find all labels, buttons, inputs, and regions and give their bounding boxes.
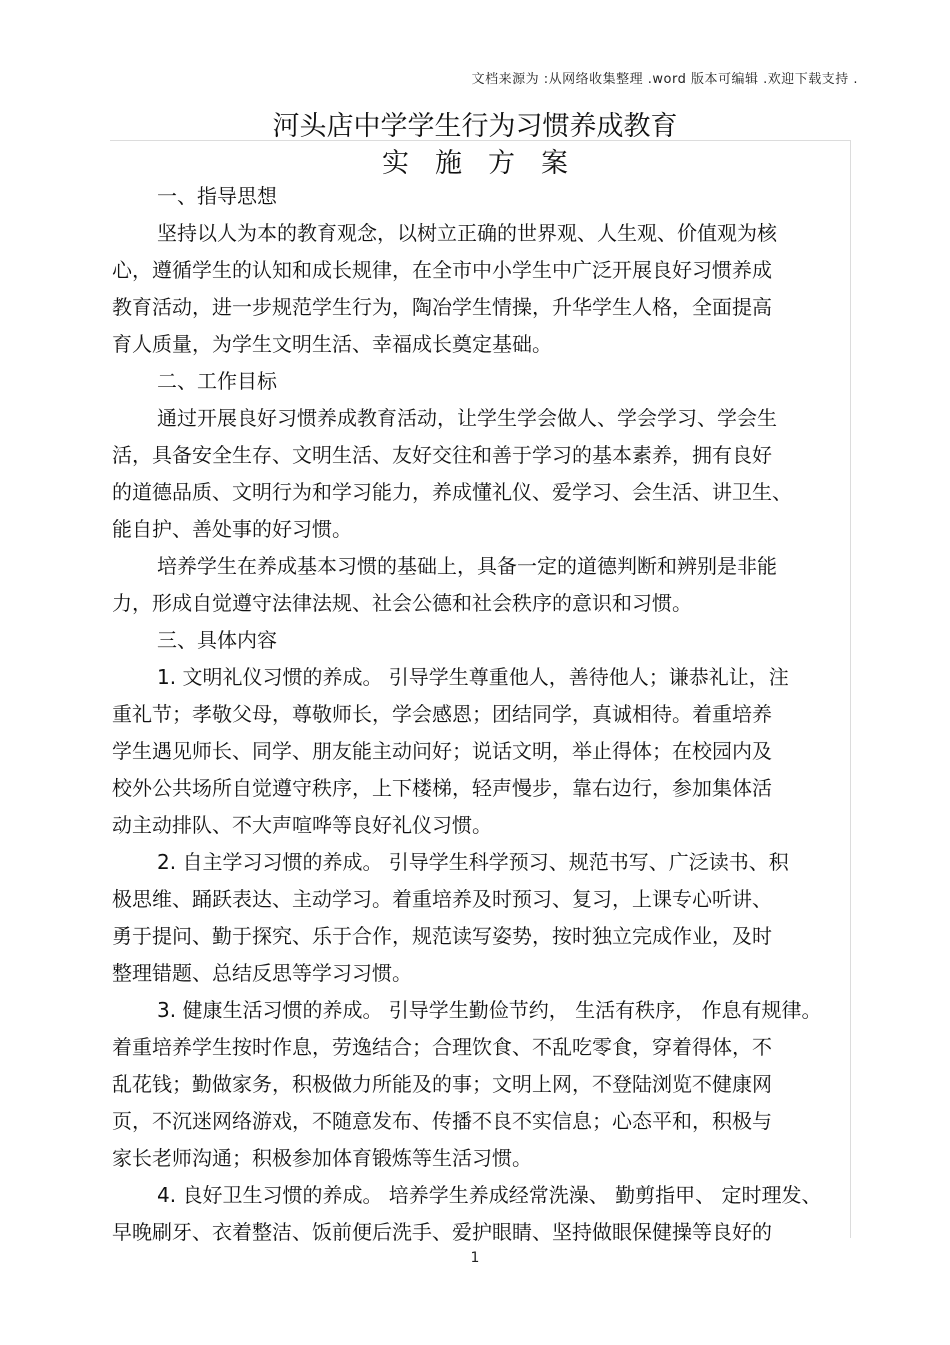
text-line: 活，具备安全生存、文明生活、友好交往和善于学习的基本素养，拥有良好 [112,443,772,467]
text-line: 家长老师沟通；积极参加体育锻炼等生活习惯。 [112,1146,532,1170]
text-line: 学生遇见师长、同学、朋友能主动问好；说话文明，举止得体；在校园内及 [112,739,772,763]
header-note: 文档来源为 :从网络收集整理 .word 版本可编辑 .欢迎下载支持 . [471,72,858,87]
text-line: 一、指导思想 [157,184,277,208]
text-line: 4. 良好卫生习惯的养成。 培养学生养成经常洗澡、 勤剪指甲、 定时理发、 [157,1183,822,1207]
text-line: 早晚刷牙、衣着整洁、饭前便后洗手、爱护眼睛、坚持做眼保健操等良好的 [112,1220,772,1244]
page-number: 1 [470,1250,480,1266]
text-line: 能自护、善处事的好习惯。 [112,517,352,541]
text-line: 教育活动，进一步规范学生行为，陶冶学生情操，升华学生人格，全面提高 [112,295,772,319]
text-line: 力，形成自觉遵守法律法规、社会公德和社会秩序的意识和习惯。 [112,591,692,615]
text-line: 2. 自主学习习惯的养成。 引导学生科学预习、规范书写、广泛读书、积 [157,850,789,874]
text-line: 三、具体内容 [157,628,277,652]
text-line: 通过开展良好习惯养成教育活动，让学生学会做人、学会学习、学会生 [157,406,777,430]
text-line: 坚持以人为本的教育观念，以树立正确的世界观、人生观、价值观为核 [157,221,777,245]
text-line: 乱花钱；勤做家务，积极做力所能及的事；文明上网，不登陆浏览不健康网 [112,1072,772,1096]
text-line: 极思维、踊跃表达、主动学习。着重培养及时预习、复习，上课专心听讲、 [112,887,772,911]
text-line: 培养学生在养成基本习惯的基础上，具备一定的道德判断和辨别是非能 [157,554,777,578]
text-line: 二、工作目标 [157,369,277,393]
text-line: 育人质量，为学生文明生活、幸福成长奠定基础。 [112,332,552,356]
text-line: 心，遵循学生的认知和成长规律，在全市中小学生中广泛开展良好习惯养成 [112,258,772,282]
document-title: 河头店中学学生行为习惯养成教育 [272,111,678,142]
document-body [112,178,852,1251]
text-line: 校外公共场所自觉遵守秩序，上下楼梯，轻声慢步，靠右边行，参加集体活 [112,776,772,800]
text-line: 动主动排队、不大声喧哗等良好礼仪习惯。 [112,813,492,837]
text-line: 勇于提问、勤于探究、乐于合作，规范读写姿势，按时独立完成作业，及时 [112,924,772,948]
text-line: 页，不沉迷网络游戏，不随意发布、传播不良不实信息；心态平和，积极与 [112,1109,772,1133]
document-subtitle: 实施方案 [382,148,594,179]
text-line: 重礼节；孝敬父母，尊敬师长，学会感恩；团结同学，真诚相待。着重培养 [112,702,772,726]
text-line: 整理错题、总结反思等学习习惯。 [112,961,412,985]
text-line: 3. 健康生活习惯的养成。 引导学生勤俭节约， 生活有秩序， 作息有规律。 [157,998,822,1022]
text-line: 着重培养学生按时作息，劳逸结合；合理饮食、不乱吃零食，穿着得体，不 [112,1035,772,1059]
text-line: 的道德品质、文明行为和学习能力，养成懂礼仪、爱学习、会生活、讲卫生、 [112,480,792,504]
text-line: 1. 文明礼仪习惯的养成。 引导学生尊重他人，善待他人；谦恭礼让，注 [157,665,789,689]
